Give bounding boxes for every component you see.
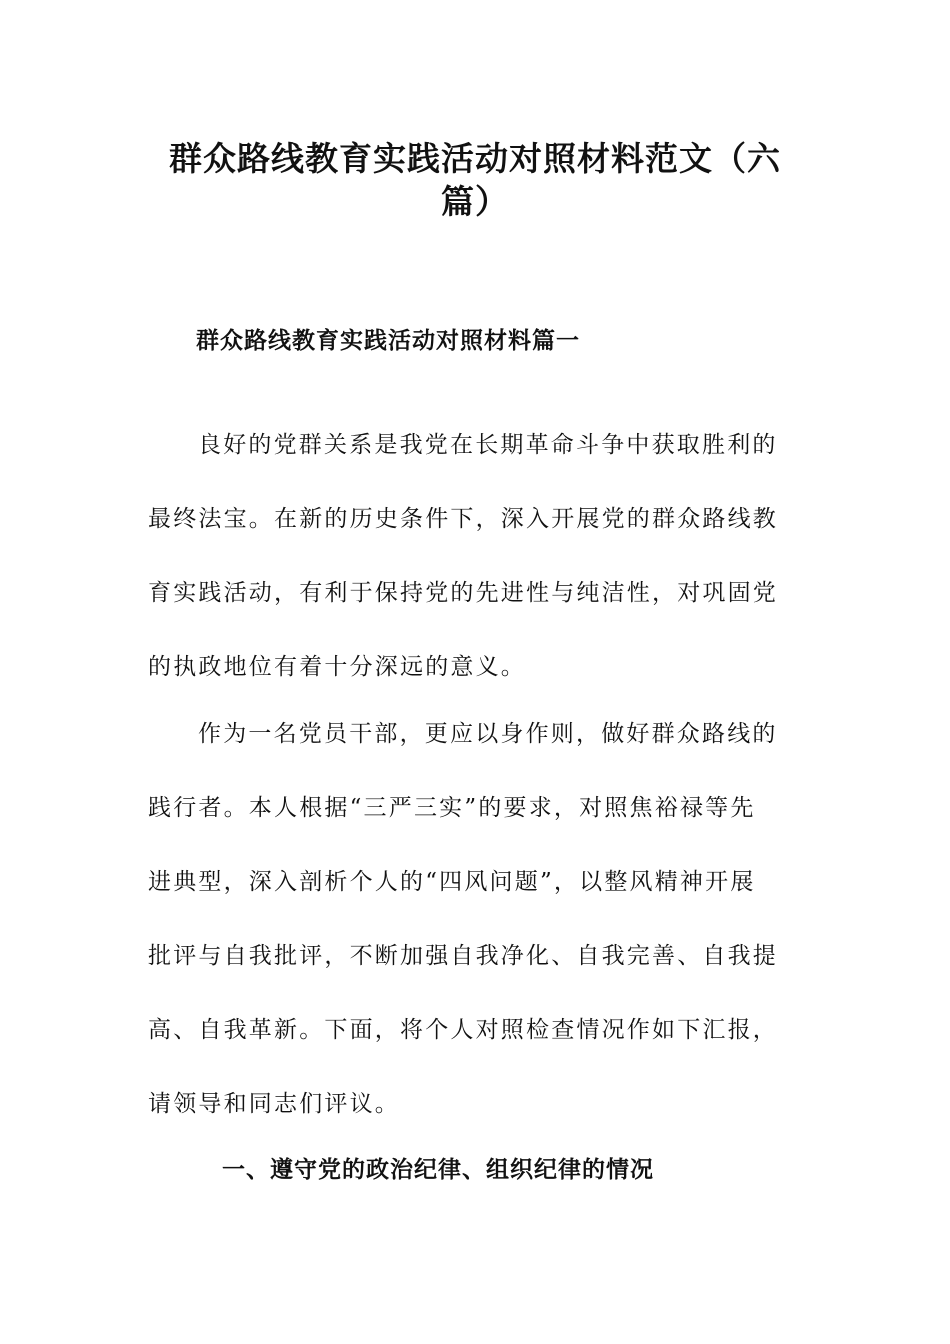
paragraph-1-line: 育实践活动，有利于保持党的先进性与纯洁性，对巩固党 (148, 580, 778, 606)
paragraph-2-line: 践行者。本人根据“三严三实”的要求，对照焦裕禄等先 (148, 795, 756, 821)
paragraph-1-line: 良好的党群关系是我党在长期革命斗争中获取胜利的 (198, 432, 778, 458)
document-title-line-1: 群众路线教育实践活动对照材料范文（六 (169, 139, 781, 178)
document-title-line-2: 篇） (441, 182, 509, 221)
section-heading: 群众路线教育实践活动对照材料篇一 (196, 327, 580, 354)
paragraph-1-line: 的执政地位有着十分深远的意义。 (148, 654, 526, 680)
paragraph-2-line: 高、自我革新。下面，将个人对照检查情况作如下汇报， (148, 1017, 778, 1043)
paragraph-2-line: 进典型，深入剖析个人的“四风问题”，以整风精神开展 (148, 869, 756, 895)
subheading-political-discipline: 一、遵守党的政治纪律、组织纪律的情况 (222, 1156, 654, 1183)
paragraph-1-line: 最终法宝。在新的历史条件下，深入开展党的群众路线教 (148, 506, 778, 532)
paragraph-2-line: 作为一名党员干部，更应以身作则，做好群众路线的 (198, 721, 778, 747)
paragraph-2-line: 请领导和同志们评议。 (148, 1091, 400, 1117)
paragraph-2-line: 批评与自我批评，不断加强自我净化、自我完善、自我提 (148, 943, 778, 969)
